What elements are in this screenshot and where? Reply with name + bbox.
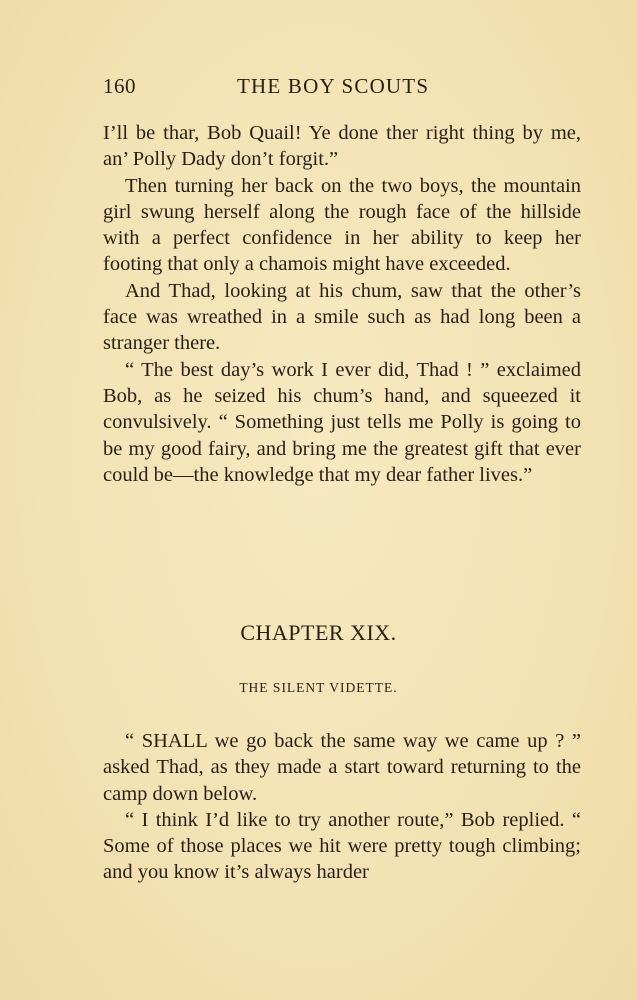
running-title: THE BOY SCOUTS: [237, 74, 430, 98]
running-head: [103, 74, 583, 104]
chapter-subtitle: THE SILENT VIDETTE.: [239, 680, 398, 695]
paragraph: “ I think I’d like to try another route,” Bob replied. “ Some of those places we hit were pretty tough climbing; and you know it’s always harder: [103, 808, 581, 884]
paragraph: “ SHALL we go back the same way we came up ? ” asked Thad, as they made a start toward returning to the camp down below.: [103, 730, 581, 805]
chapter-heading: CHAPTER XIX.: [240, 620, 397, 645]
text-block-bottom: [103, 728, 581, 886]
text-block-top: [103, 120, 581, 488]
paragraph: “ The best day’s work I ever did, Thad ! ” exclaimed Bob, as he seized his chum’s hand, and squeezed it convulsively. “ Something just tells me Polly is going to be my good fairy, and bring me the greatest gift that ever could be—the knowledge that my dear father lives.”: [103, 358, 581, 486]
paragraph: I’ll be thar, Bob Quail! Ye done ther right thing by me, an’ Polly Dady don’t forgit.”: [103, 122, 581, 171]
paragraph: And Thad, looking at his chum, saw that the other’s face was wreathed in a smile such as had long been a stranger there.: [103, 279, 581, 355]
paragraph: Then turning her back on the two boys, the mountain girl swung herself along the rough face of the hillside with a perfect confidence in her ability to keep her footing that only a chamois might have exceeded.: [103, 174, 581, 276]
page-number: 160: [103, 74, 136, 98]
